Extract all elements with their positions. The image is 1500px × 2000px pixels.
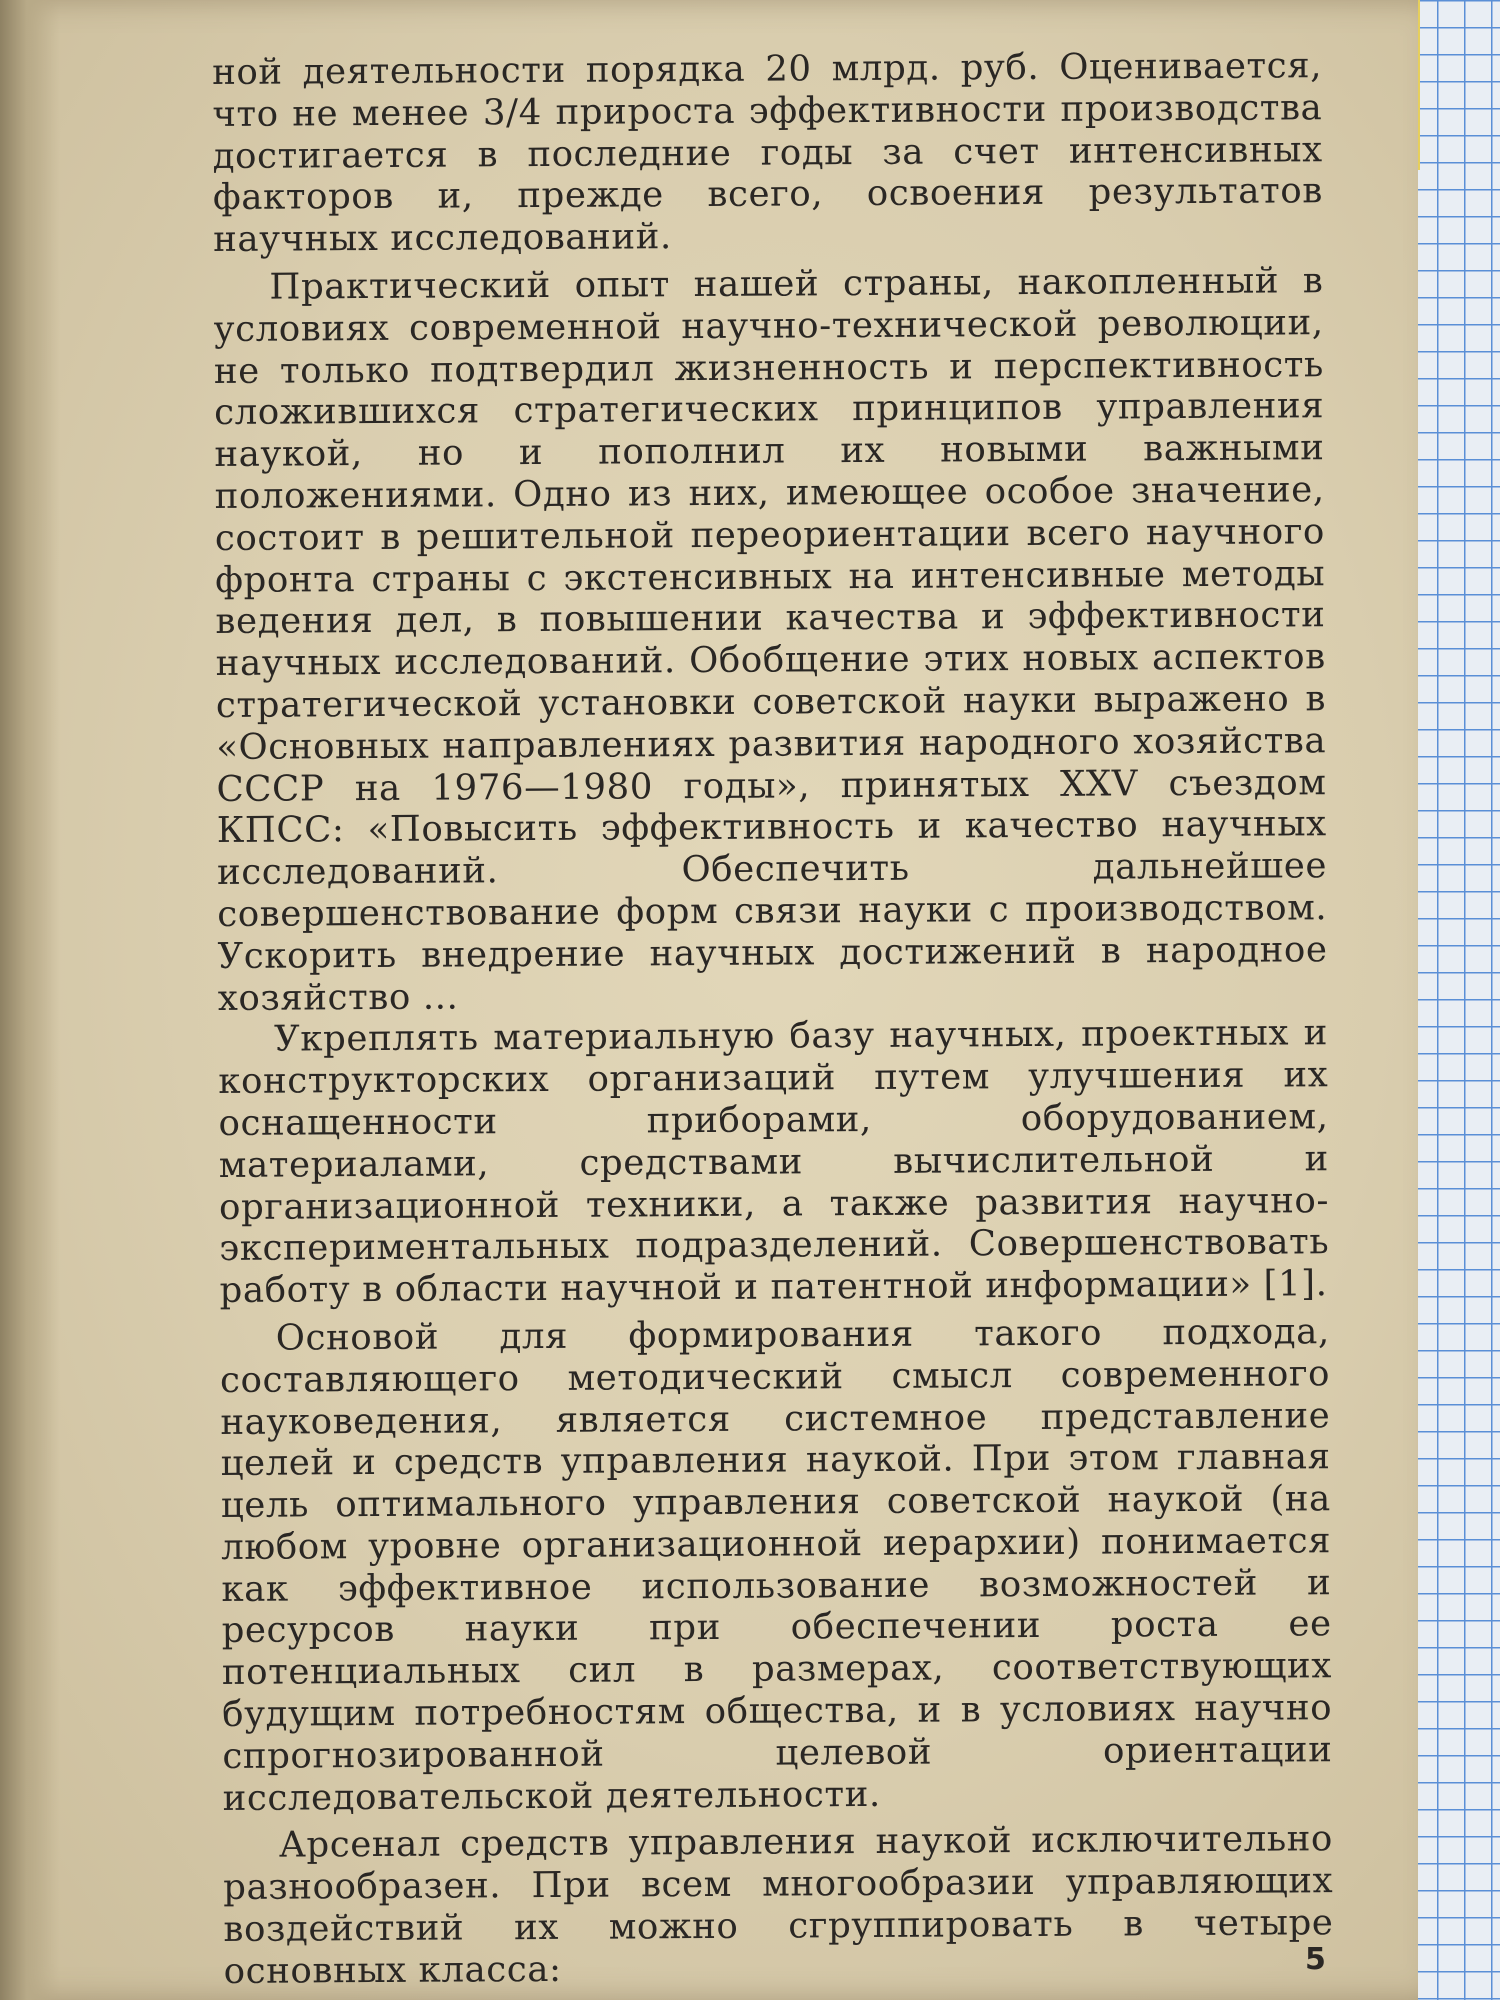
paragraph-3: Укреплять материальную базу научных, проектных и конструкторских организаций путем улучшения их оснащенности приборами, оборудованием, материалами, средствами вычислительной и организационной техники, а также развития научно-экспериментальных подразделений. Совершенствовать работу в области научной и патентной информации» [1].: [218, 1012, 1330, 1312]
paragraph-4: Основой для формирования такого подхода, составляющего методический смысл современного науковедения, является системное представление целей и средств управления наукой. При этом главная цель оптимального управления советской наукой (на любом уровне организационной иерархии) понимается как эффективное использование возможностей и ресурсов науки при обеспечении роста ее потенциальных сил в размерах, соответствующих будущим потребностям общества, и в условиях научно спрогнозированной целевой ориентации исследовательской деятельности.: [219, 1311, 1333, 1819]
paragraph-5: Арсенал средств управления наукой исключительно разнообразен. При всем многообразии управляющих воздействий их можно сгруппировать в четыре основных класса:: [223, 1818, 1334, 1992]
grid-paper-background: [1410, 0, 1500, 2000]
paragraph-1: ной деятельности порядка 20 млрд. руб. Оценивается, что не менее 3/4 прироста эффективности производства достигается в последние годы за счет интенсивных факторов и, прежде всего, освоения результатов научных исследований.: [212, 45, 1323, 261]
body-text: [212, 45, 1334, 1992]
paragraph-2: Практический опыт нашей страны, накопленный в условиях современной научно-технической революции, не только подтвердил жизненность и перспективность сложившихся стратегических принципов управления наукой, но и пополнил их новыми важными положениями. Одно из них, имеющее особое значение, состоит в решительной переориентации всего научного фронта страны с экстенсивных на интенсивные методы ведения дел, в повышении качества и эффективности научных исследований. Обобщение этих новых аспектов стратегической установки советской науки выражено в «Основных направлениях развития народного хозяйства СССР на 1976—1980 годы», принятых XXV съездом КПСС: «Повысить эффективность и качество научных исследований. Обеспечить дальнейшее совершенствование форм связи науки с производством. Ускорить внедрение научных достижений в народное хозяйство ...: [213, 260, 1328, 1019]
page-gutter-shadow: [0, 0, 60, 2000]
page-number: 5: [1305, 1942, 1326, 1977]
